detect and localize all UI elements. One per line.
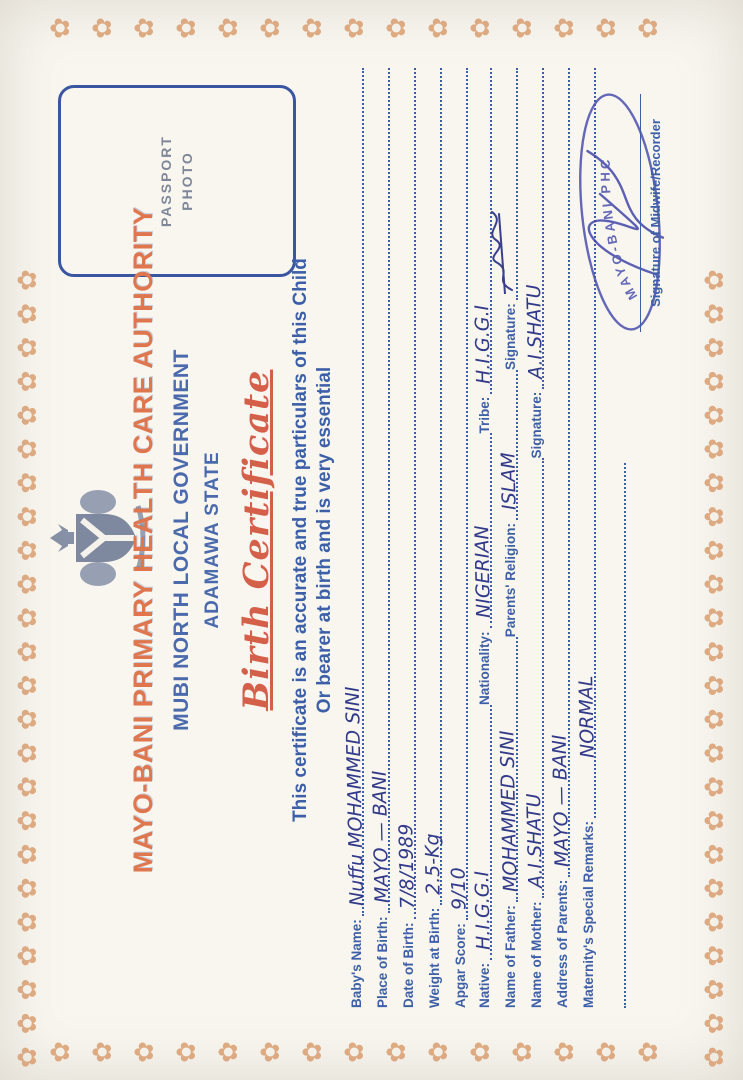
field-value-mother-signature: A.I.SHATU — [523, 283, 547, 379]
dotted-line — [498, 68, 518, 300]
dotted-line — [496, 637, 522, 902]
field-label-babys-name: Baby's Name: — [349, 919, 364, 1008]
field-value-date-of-birth: 7/8/1989 — [395, 823, 419, 910]
field-label-native: Native: — [477, 962, 492, 1008]
field-value-apgar-score: 9/10 — [447, 867, 471, 911]
field-value-name-of-mother: A.I.SHATU — [523, 793, 547, 889]
field-label-apgar-score: Apgar Score: — [453, 923, 468, 1008]
dotted-line — [447, 68, 471, 920]
field-row-name-of-father — [494, 68, 522, 1008]
stamp-arc-text: MAYO-BANI PHC — [597, 156, 641, 303]
father-signature-scribble-icon — [488, 208, 518, 294]
field-label-name-of-father: Name of Father: — [503, 905, 518, 1008]
field-value-tribe: H.I.G.G.I — [471, 304, 495, 384]
field-label-mother-signature: Signature: — [529, 391, 544, 459]
dotted-line — [523, 458, 547, 898]
field-value-babys-name: Nuffu MOHAMMED SINI — [341, 686, 369, 907]
floral-border-left: ✿✿✿✿✿✿✿✿✿✿✿✿✿✿✿ — [46, 1037, 676, 1067]
field-value-place-of-birth: MAYO — BANI — [368, 770, 394, 904]
field-label-maternity-remarks: Maternity's Special Remarks: — [581, 820, 596, 1008]
field-value-maternity-remarks: NORMAL — [575, 675, 599, 759]
authority-title: MAYO-BANI PRIMARY HEALTH CARE AUTHORITY — [128, 206, 158, 874]
statement-line-2: Or bearer at birth and is very essential — [314, 366, 335, 714]
field-value-weight-at-birth: 2.5-Kg — [421, 832, 445, 895]
field-label-parents-religion: Parents' Religion: — [503, 522, 518, 638]
floral-border-bottom: ✿✿✿✿✿✿✿✿✿✿✿✿✿✿✿✿✿✿✿✿✿✿✿✿ — [700, 257, 730, 1068]
local-government-title: MUBI NORTH LOCAL GOVERNMENT — [170, 349, 193, 731]
floral-border-top: ✿✿✿✿✿✿✿✿✿✿✿✿✿✿✿✿✿✿✿✿✿✿✿✿ — [13, 257, 43, 1068]
midwife-signature-line — [640, 94, 641, 332]
field-row-weight-at-birth — [418, 68, 445, 1008]
field-row-place-of-birth — [366, 68, 394, 1008]
dotted-line — [523, 68, 547, 389]
dotted-line — [368, 68, 394, 913]
field-label-tribe: Tribe: — [477, 396, 492, 434]
passport-photo-label-line2: PHOTO — [179, 151, 195, 211]
field-label-place-of-birth: Place of Birth: — [375, 916, 390, 1008]
field-row-apgar-score — [444, 68, 471, 1008]
field-label-name-of-mother: Name of Mother: — [529, 901, 544, 1008]
field-value-address-of-parents: MAYO — BANI — [548, 733, 574, 867]
field-row-babys-name — [340, 68, 369, 1008]
field-value-nationality: NIGERIAN — [471, 525, 495, 619]
midwife-signature-label: Signature of Midwife/Recorder — [648, 119, 663, 307]
field-row-name-of-mother — [520, 68, 547, 1008]
state-title: ADAMAWA STATE — [202, 451, 223, 629]
field-row-address-of-parents — [546, 68, 574, 1008]
dotted-line — [341, 68, 369, 916]
field-label-nationality: Nationality: — [477, 631, 492, 705]
field-label-father-signature: Signature: — [503, 303, 518, 370]
dotted-line — [497, 370, 521, 520]
field-label-weight-at-birth: Weight at Birth: — [427, 907, 442, 1008]
passport-photo-label-line1: PASSPORT — [158, 135, 174, 227]
field-label-address-of-parents: Address of Parents: — [555, 879, 570, 1008]
dotted-line — [471, 433, 495, 628]
dotted-line — [548, 68, 574, 877]
dotted-line — [395, 68, 419, 920]
field-value-native: H.I.G.G.I — [471, 870, 495, 951]
field-label-date-of-birth: Date of Birth: — [401, 922, 416, 1008]
floral-border-right: ✿✿✿✿✿✿✿✿✿✿✿✿✿✿✿ — [46, 13, 676, 43]
remarks-continuation-line — [606, 463, 626, 1008]
dotted-line — [421, 68, 445, 905]
field-row-date-of-birth — [392, 68, 419, 1008]
field-value-parents-religion: ISLAM — [497, 452, 521, 511]
dotted-line — [471, 705, 495, 960]
statement-line-1: This certificate is an accurate and true particulars of this Child — [290, 258, 311, 822]
field-value-name-of-father: MOHAMMED SINI — [496, 730, 522, 893]
certificate-title: Birth Certificate — [236, 369, 277, 711]
